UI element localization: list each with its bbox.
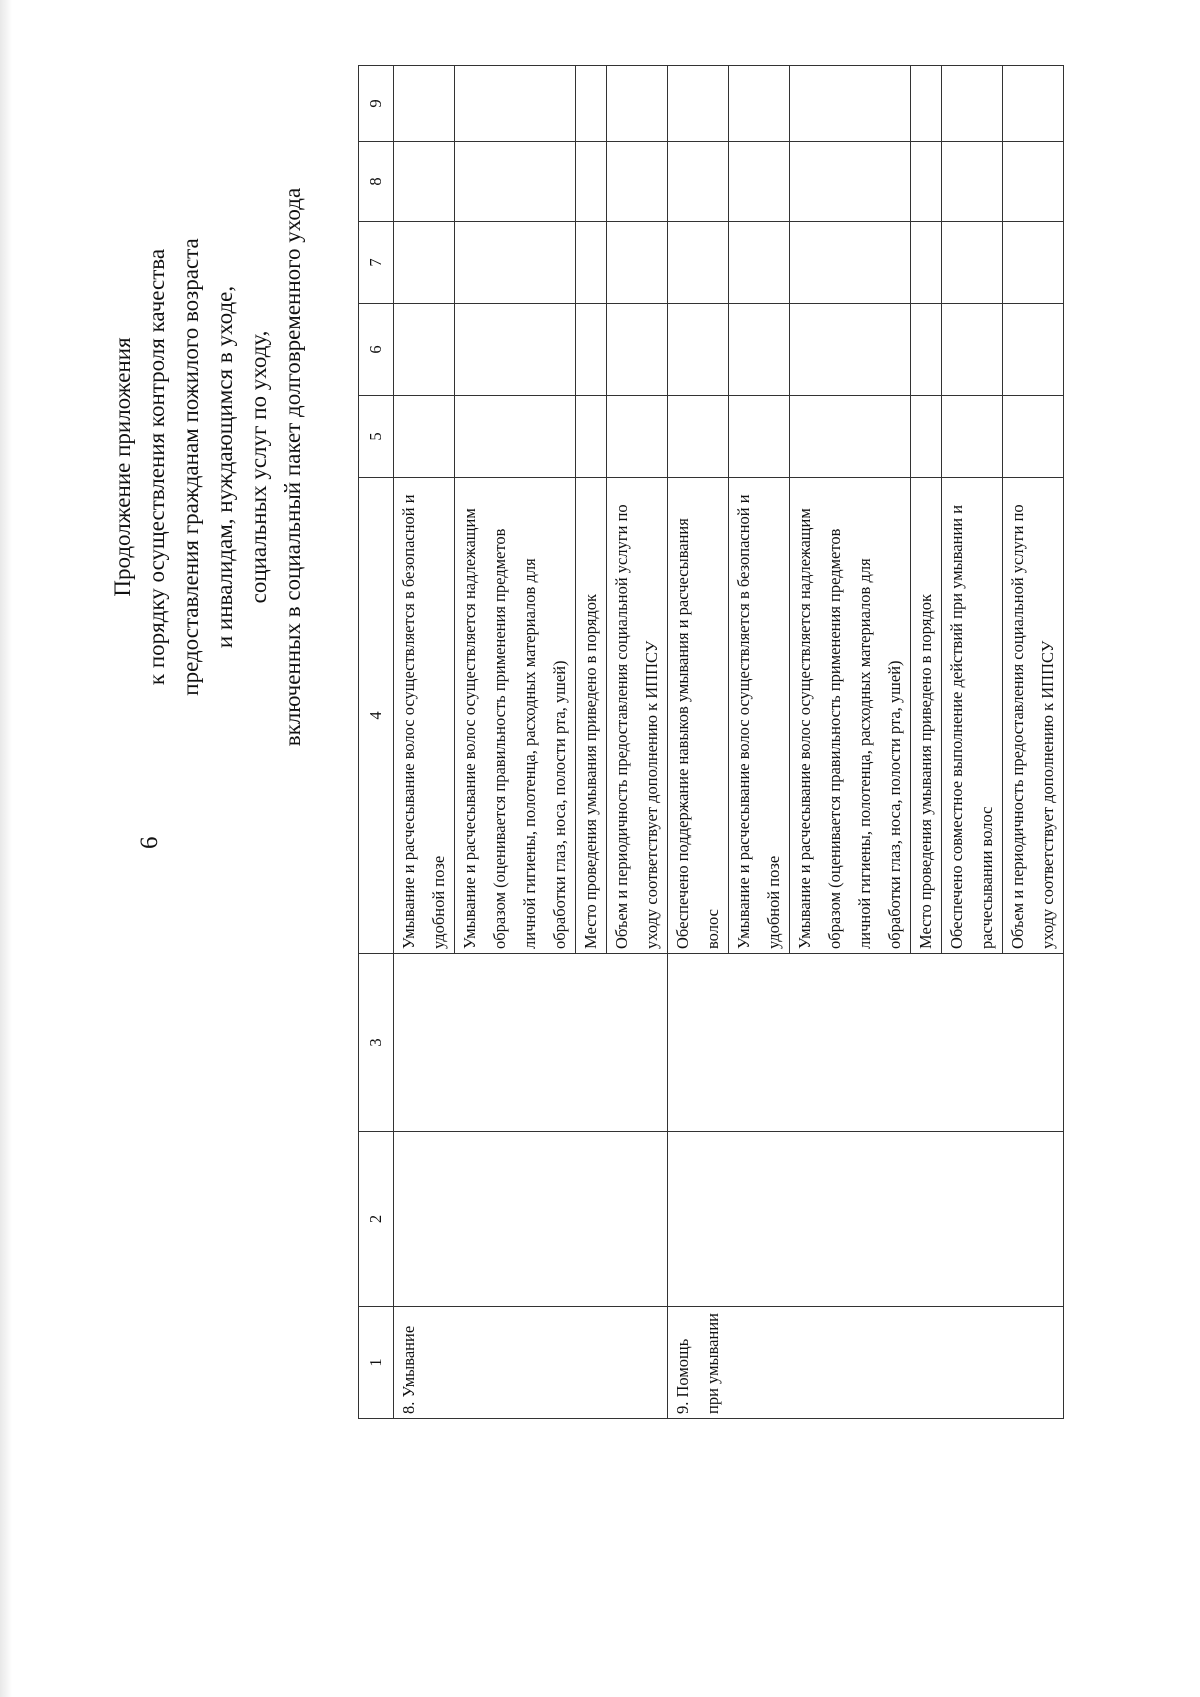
empty-cell bbox=[607, 66, 668, 142]
criterion-cell: Обеспечено совместное выполнение действий при умывании и расчесывании волос bbox=[942, 478, 1003, 954]
column-number: 4 bbox=[359, 478, 394, 954]
criterion-cell: Объем и периодичность предоставления социальной услуги по уходу соответствует дополнению к ИППСУ bbox=[1003, 478, 1064, 954]
empty-cell bbox=[942, 304, 1003, 396]
empty-cell bbox=[394, 222, 455, 304]
criterion-cell: Умывание и расчесывание волос осуществляется в безопасной и удобной позе bbox=[394, 478, 455, 954]
empty-cell bbox=[576, 222, 607, 304]
empty-cell bbox=[911, 66, 942, 142]
column-number: 9 bbox=[359, 66, 394, 142]
empty-cell bbox=[668, 954, 1064, 1132]
service-name-cell: 8. Умывание bbox=[394, 1307, 668, 1419]
empty-cell bbox=[1003, 66, 1064, 142]
criterion-cell: Умывание и расчесывание волос осуществляется надлежащим образом (оценивается правильность применения предметов личной гигиены, полотенца, расходных материалов для обработки глаз, носа, полости рта, ушей) bbox=[455, 478, 576, 954]
empty-cell bbox=[455, 396, 576, 478]
column-number: 5 bbox=[359, 396, 394, 478]
empty-cell bbox=[1003, 142, 1064, 222]
column-number: 3 bbox=[359, 954, 394, 1132]
empty-cell bbox=[668, 1132, 1064, 1307]
column-number: 1 bbox=[359, 1307, 394, 1419]
empty-cell bbox=[394, 66, 455, 142]
empty-cell bbox=[729, 396, 790, 478]
empty-cell bbox=[607, 396, 668, 478]
header-line: и инвалидам, нуждающимся в уходе, bbox=[212, 285, 237, 649]
empty-cell bbox=[790, 304, 911, 396]
criteria-table bbox=[358, 65, 1064, 1419]
empty-cell bbox=[790, 142, 911, 222]
header-line: предоставления гражданам пожилого возраста bbox=[178, 238, 203, 696]
column-number: 8 bbox=[359, 142, 394, 222]
empty-cell bbox=[576, 304, 607, 396]
empty-cell bbox=[729, 304, 790, 396]
empty-cell bbox=[607, 222, 668, 304]
empty-cell bbox=[790, 222, 911, 304]
empty-cell bbox=[576, 66, 607, 142]
empty-cell bbox=[729, 66, 790, 142]
table-row bbox=[668, 66, 729, 1419]
empty-cell bbox=[607, 304, 668, 396]
empty-cell bbox=[394, 1132, 668, 1307]
column-number-row bbox=[359, 66, 394, 1419]
empty-cell bbox=[911, 222, 942, 304]
empty-cell bbox=[942, 66, 1003, 142]
page-number: 6 bbox=[136, 836, 163, 849]
empty-cell bbox=[668, 222, 729, 304]
header-line: Продолжение приложения bbox=[110, 337, 135, 597]
empty-cell bbox=[911, 304, 942, 396]
header-line: к порядку осуществления контроля качества bbox=[144, 248, 169, 686]
empty-cell bbox=[790, 396, 911, 478]
empty-cell bbox=[576, 396, 607, 478]
empty-cell bbox=[1003, 222, 1064, 304]
column-number: 2 bbox=[359, 1132, 394, 1307]
empty-cell bbox=[942, 396, 1003, 478]
header-line: включенных в социальный пакет долговременного ухода bbox=[280, 187, 305, 747]
empty-cell bbox=[1003, 396, 1064, 478]
empty-cell bbox=[911, 396, 942, 478]
empty-cell bbox=[455, 66, 576, 142]
empty-cell bbox=[607, 142, 668, 222]
empty-cell bbox=[729, 142, 790, 222]
criterion-cell: Объем и периодичность предоставления социальной услуги по уходу соответствует дополнению к ИППСУ bbox=[607, 478, 668, 954]
empty-cell bbox=[455, 142, 576, 222]
column-number: 6 bbox=[359, 304, 394, 396]
appendix-header bbox=[106, 107, 310, 827]
empty-cell bbox=[942, 222, 1003, 304]
header-line: социальных услуг по уходу, bbox=[246, 330, 271, 604]
criterion-cell: Умывание и расчесывание волос осуществляется надлежащим образом (оценивается правильность применения предметов личной гигиены, полотенца, расходных материалов для обработки глаз, носа, полости рта, ушей) bbox=[790, 478, 911, 954]
empty-cell bbox=[790, 66, 911, 142]
empty-cell bbox=[455, 304, 576, 396]
criterion-cell: Место проведения умывания приведено в порядок bbox=[576, 478, 607, 954]
column-number: 7 bbox=[359, 222, 394, 304]
empty-cell bbox=[668, 396, 729, 478]
empty-cell bbox=[1003, 304, 1064, 396]
empty-cell bbox=[668, 66, 729, 142]
empty-cell bbox=[942, 142, 1003, 222]
criterion-cell: Умывание и расчесывание волос осуществляется в безопасной и удобной позе bbox=[729, 478, 790, 954]
empty-cell bbox=[394, 142, 455, 222]
empty-cell bbox=[668, 304, 729, 396]
empty-cell bbox=[394, 396, 455, 478]
criterion-cell: Обеспечено поддержание навыков умывания и расчесывания волос bbox=[668, 478, 729, 954]
empty-cell bbox=[394, 304, 455, 396]
empty-cell bbox=[729, 222, 790, 304]
table-row bbox=[394, 66, 455, 1419]
empty-cell bbox=[455, 222, 576, 304]
empty-cell bbox=[394, 954, 668, 1132]
empty-cell bbox=[668, 142, 729, 222]
empty-cell bbox=[576, 142, 607, 222]
empty-cell bbox=[911, 142, 942, 222]
criterion-cell: Место проведения умывания приведено в порядок bbox=[911, 478, 942, 954]
service-name-cell: 9. Помощь при умывании bbox=[668, 1307, 1064, 1419]
